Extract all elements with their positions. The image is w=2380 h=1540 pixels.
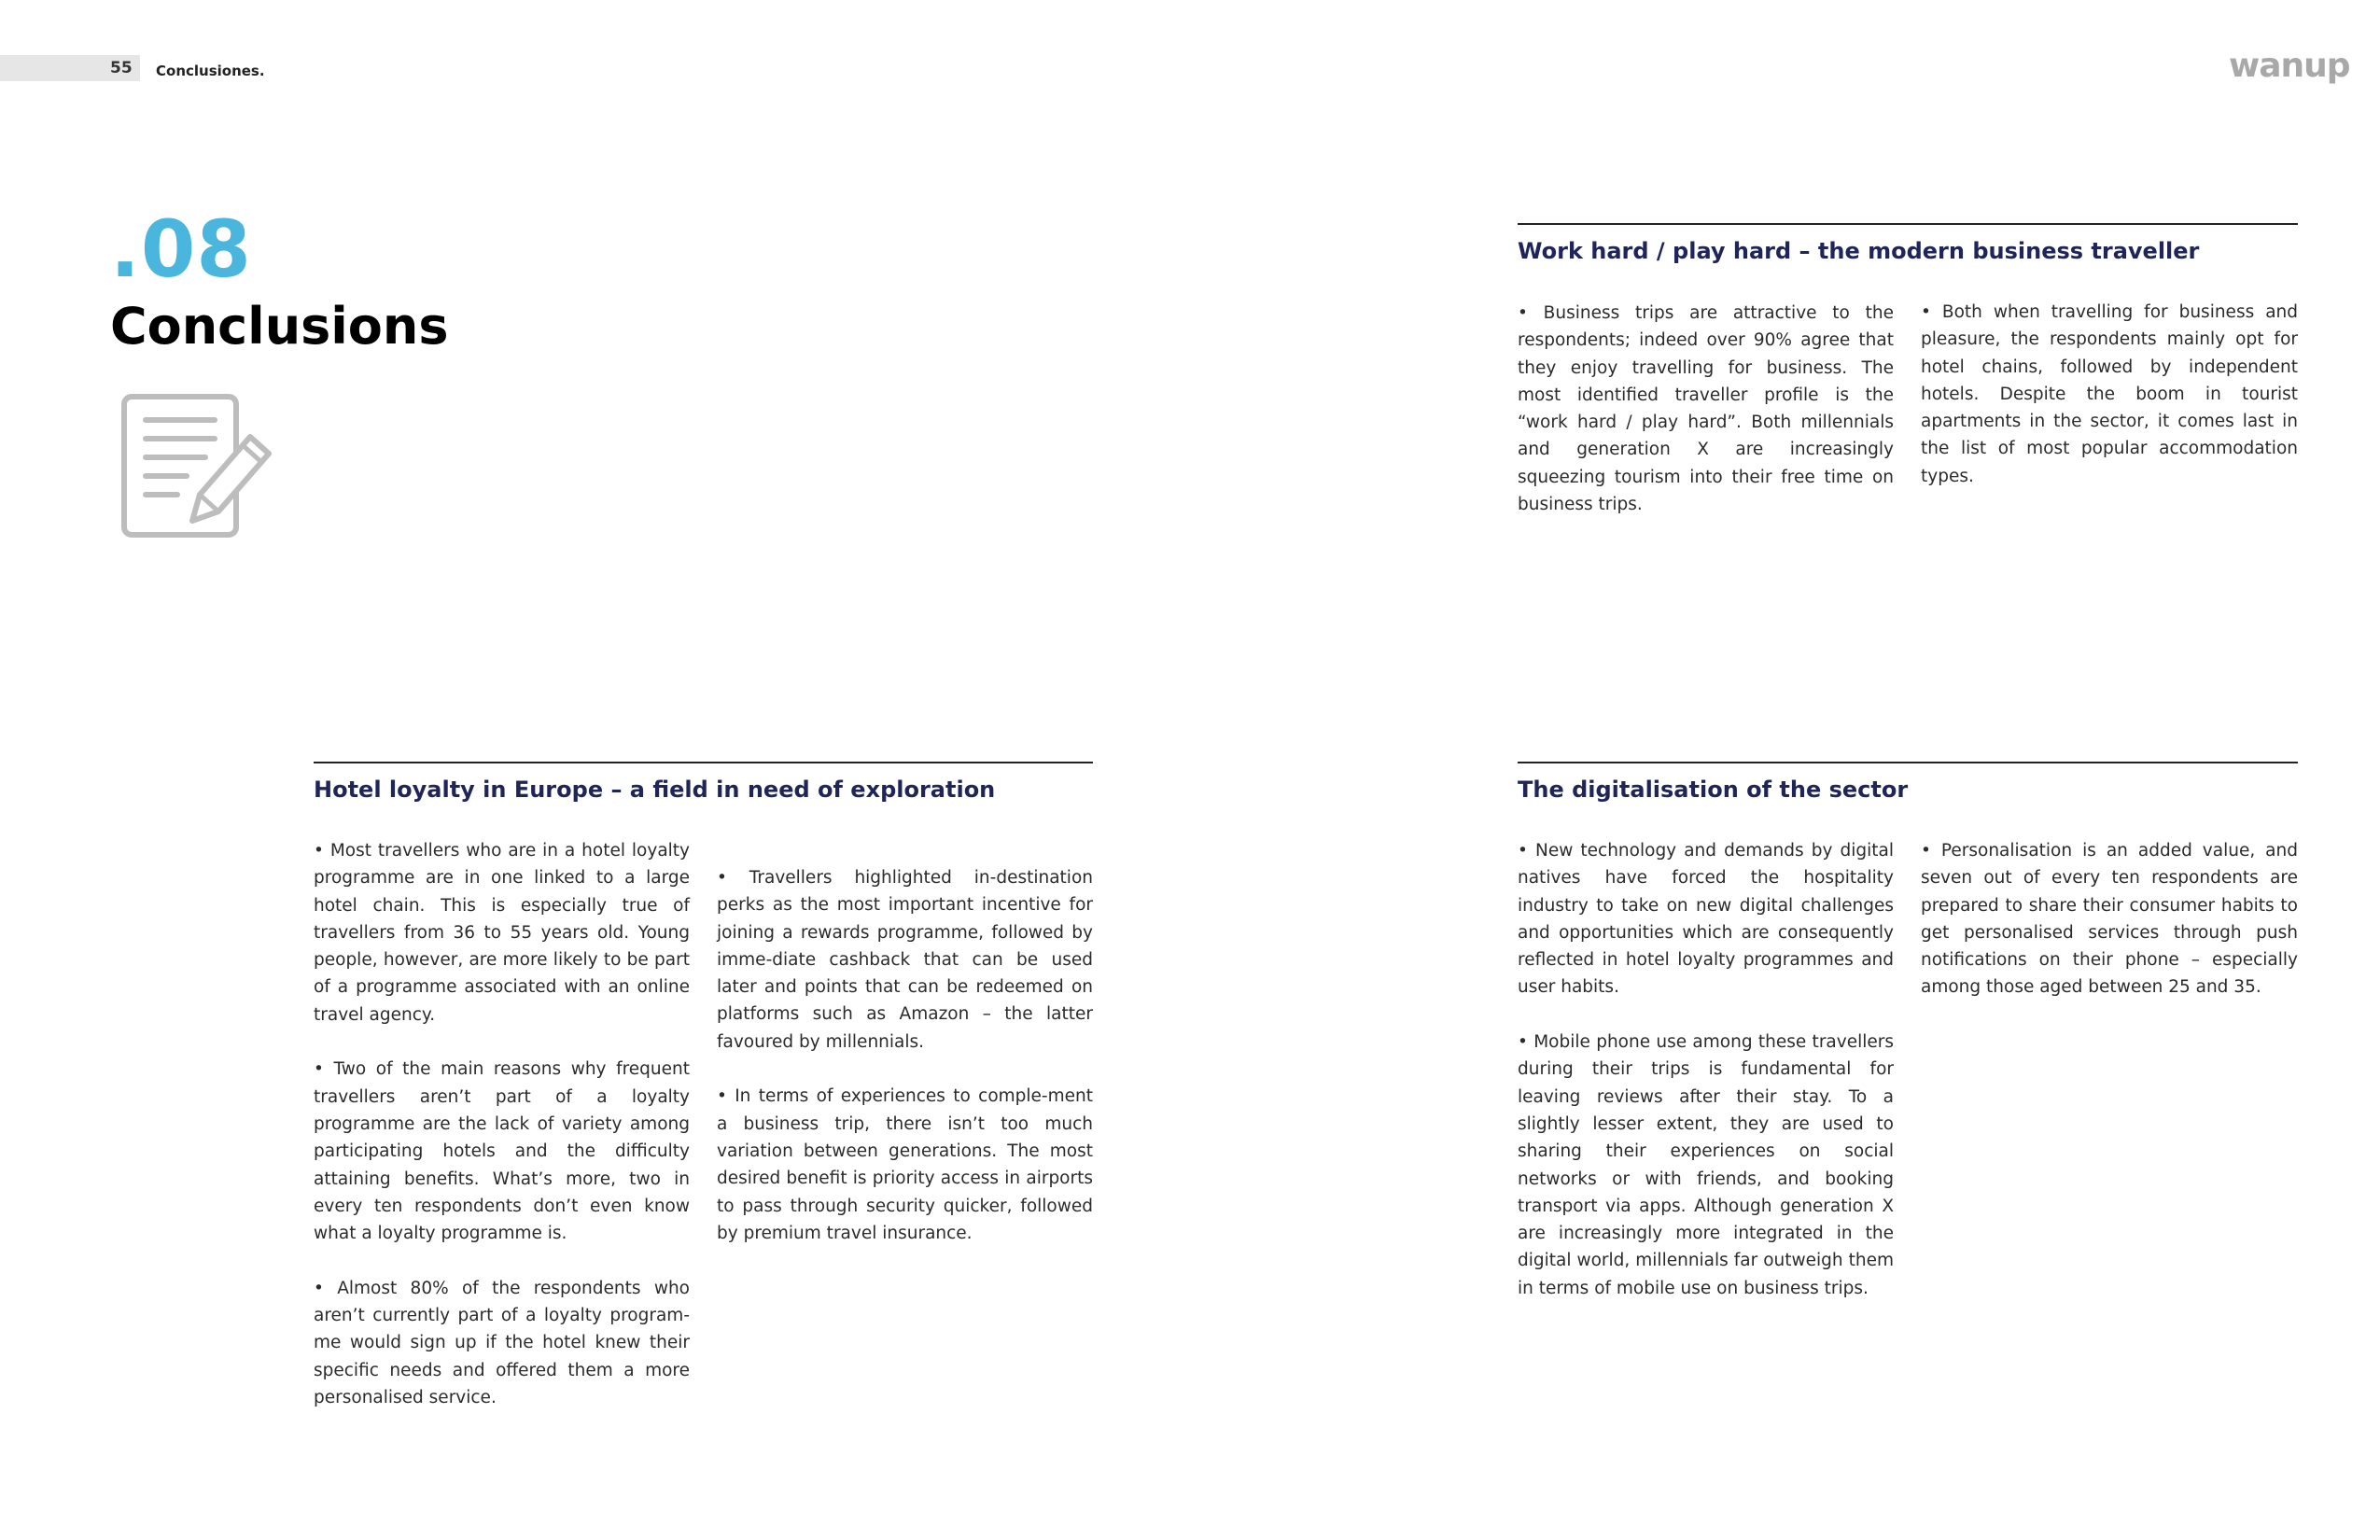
section-column-2 <box>1921 299 2298 517</box>
section-work-hard <box>1518 223 2298 515</box>
bullet-paragraph: • Both when travelling for business and pleasure, the respondents mainly opt for hotel chains, followed by independent hotels. Despite the boom in tourist apartments in the sector, it comes last in the list of most popular accommodation types. <box>1921 302 2298 486</box>
section-column-1 <box>1518 300 1894 546</box>
section-hotel-loyalty <box>314 762 1093 1407</box>
section-title: Work hard / play hard – the modern business traveller <box>1518 238 2200 264</box>
bullet-paragraph: • Business trips are attractive to the respondents; indeed over 90% agree that they enjoy travelling for business. The most identified traveller profile is the “work hard / play hard”. Both millennials and generation X are increasingly squeezing tourism into their free time on business trips. <box>1518 303 1894 515</box>
section-column-1 <box>314 837 690 1439</box>
bullet-paragraph: • Almost 80% of the respondents who aren’t currently part of a loyalty program-me would sign up if the hotel knew their specific needs and offered them a more personalised service. <box>314 1278 690 1407</box>
section-rule <box>1518 762 2298 763</box>
section-digitalisation <box>1518 762 2298 1298</box>
document-edit-icon <box>119 392 278 541</box>
bullet-paragraph: • Mobile phone use among these travellers during their trips is fundamental for leaving reviews after their stay. To a slightly lesser extent, they are used to sharing their experiences on social networks or with friends, and booking transport via apps. Although generation X are increasingly more integrated in the digital world, millennials far outweigh them in terms of mobile use on business trips. <box>1518 1032 1894 1298</box>
bullet-paragraph: • New technology and demands by digital natives have forced the hospitality industry to take on new digital challenges and opportunities which are consequently reflected in hotel loyalty programmes and user habits. <box>1518 841 1894 998</box>
section-title: The digitalisation of the sector <box>1518 777 1909 803</box>
bullet-paragraph: • Personalisation is an added value, and seven out of every ten respondents are prepared to share their consumer habits to get personalised services through push notifications on their phone – especially among those aged between 25 and 35. <box>1921 841 2298 998</box>
bullet-paragraph: • In terms of experiences to comple-ment a business trip, there isn’t too much variation between generations. The most desired benefit is priority access in airports to pass through security quicker, followed by premium travel insurance. <box>717 1086 1093 1243</box>
section-rule <box>314 762 1093 763</box>
chapter-number: .08 <box>110 203 252 295</box>
section-label: Conclusiones. <box>156 63 265 79</box>
section-rule <box>1518 223 2298 225</box>
chapter-title: Conclusions <box>110 297 449 356</box>
bullet-paragraph: • Two of the main reasons why frequent travellers aren’t part of a loyalty programme are the lack of variety among participating hotels and the difficulty attaining benefits. What’s more, two in every ten respondents don’t even know what a loyalty programme is. <box>314 1059 690 1244</box>
bullet-paragraph: • Travellers highlighted in-destination perks as the most important incentive for joining a rewards programme, followed by imme-diate cashback that can be used later and points that can be redeemed on platforms such as Amazon – the latter favoured by millennials. <box>717 868 1093 1052</box>
bullet-paragraph: • Most travellers who are in a hotel loyalty programme are in one linked to a large hotel chain. This is especially true of travellers from 36 to 55 years old. Young people, however, are more likely to be part of a programme associated with an online travel agency. <box>314 841 690 1025</box>
section-column-2 <box>1921 837 2298 1029</box>
section-column-1 <box>1518 837 1894 1329</box>
section-column-2 <box>717 864 1093 1274</box>
page-number: 55 <box>110 59 133 77</box>
wanup-logo: wanup <box>2229 47 2350 85</box>
section-title: Hotel loyalty in Europe – a field in need of exploration <box>314 777 996 803</box>
